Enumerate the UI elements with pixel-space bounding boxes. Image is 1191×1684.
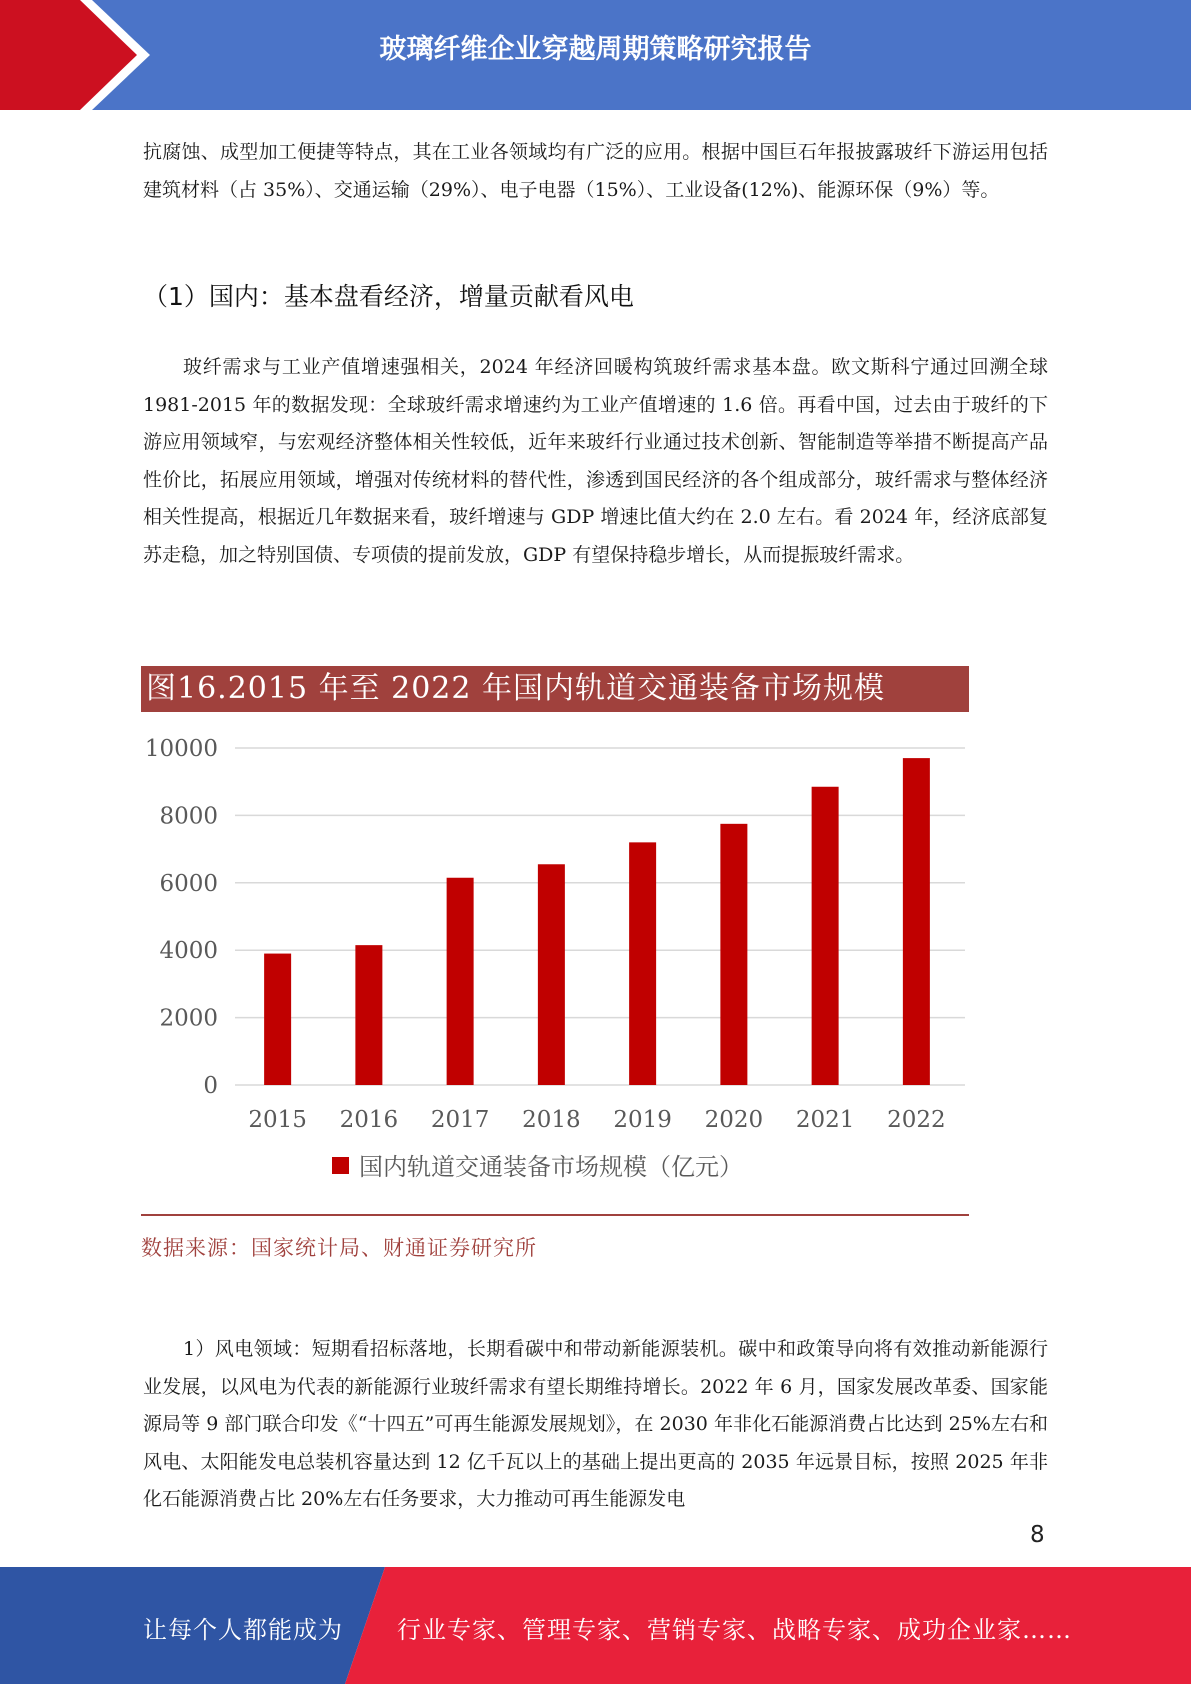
bar <box>720 824 747 1085</box>
x-tick-label: 2020 <box>704 1107 764 1133</box>
legend-swatch <box>332 1157 349 1174</box>
page-number: 8 <box>1030 1522 1045 1548</box>
section-heading: （1）国内：基本盘看经济，增量贡献看风电 <box>143 282 634 311</box>
y-tick-label: 8000 <box>159 803 218 830</box>
legend-label: 国内轨道交通装备市场规模（亿元） <box>359 1153 743 1181</box>
figure-bottom-rule <box>141 1214 969 1216</box>
x-tick-label: 2015 <box>248 1107 307 1133</box>
bar <box>903 758 930 1085</box>
bar <box>264 954 291 1085</box>
bar <box>629 842 656 1085</box>
report-title: 玻璃纤维企业穿越周期策略研究报告 <box>379 34 812 65</box>
figure-title: 图16.2015 年至 2022 年国内轨道交通装备市场规模 <box>146 671 886 706</box>
domestic-paragraph: 玻纤需求与工业产值增速强相关，2024 年经济回暖构筑玻纤需求基本盘。欧文斯科宁通过回溯全球 1981-2015 年的数据发现：全球玻纤需求增速约为工业产值增速的 1.6 倍。再看中国，过去由于玻纤的下游应用领域窄，与宏观经济整体相关性较低，近年来玻纤行业通过技术创新、智能制造等举措不断提高产品性价比，拓展应用领域，增强对传统材料的替代性，渗透到国民经济的各个组成部分，玻纤需求与整体经济相关性提高，根据近几年数据来看，玻纤增速与 GDP 增速比值大约在 2.0 左右。看 2024 年，经济底部复苏走稳，加之特别国债、专项债的提前发放，GDP 有望保持稳步增长，从而提振玻纤需求。 <box>143 356 1048 566</box>
bar <box>538 864 565 1085</box>
bar <box>812 787 839 1085</box>
y-tick-label: 4000 <box>159 938 218 965</box>
y-tick-label: 6000 <box>159 870 218 897</box>
x-tick-label: 2021 <box>795 1107 855 1133</box>
page-header <box>0 0 1191 110</box>
x-tick-label: 2016 <box>339 1107 399 1133</box>
x-tick-label: 2022 <box>887 1107 946 1133</box>
bar <box>355 945 382 1085</box>
x-tick-label: 2018 <box>522 1107 581 1133</box>
y-tick-label: 2000 <box>159 1005 218 1032</box>
x-tick-label: 2017 <box>430 1107 490 1133</box>
bar <box>447 878 474 1085</box>
footer-slogan-left: 让每个人都能成为 <box>143 1616 343 1644</box>
wind-paragraph: 1）风电领域：短期看招标落地，长期看碳中和带动新能源装机。碳中和政策导向将有效推动新能源行业发展，以风电为代表的新能源行业玻纤需求有望长期维持增长。2022 年 6 月，国家发展改革委、国家能源局等 9 部门联合印发《“十四五”可再生能源发展规划》，在 2030 年非化石能源消费占比达到 25%左右和风电、太阳能发电总装机容量达到 12 亿千瓦以上的基础上提出更高的 2035 年远景目标，按照 2025 年非化石能源消费占比 20%左右任务要求，大力推动可再生能源发电 <box>143 1338 1048 1510</box>
figure-source: 数据来源：国家统计局、财通证券研究所 <box>141 1236 537 1260</box>
y-tick-label: 0 <box>203 1073 218 1099</box>
footer-slogan-right: 行业专家、管理专家、营销专家、战略专家、成功企业家…… <box>397 1616 1072 1644</box>
intro-paragraph: 抗腐蚀、成型加工便捷等特点，其在工业各领域均有广泛的应用。根据中国巨石年报披露玻纤下游运用包括建筑材料（占 35%）、交通运输（29%）、电子电器（15%）、工业设备(12%)、能源环保（9%）等。 <box>143 141 1048 201</box>
y-tick-label: 10000 <box>144 736 218 762</box>
x-tick-label: 2019 <box>613 1107 672 1133</box>
